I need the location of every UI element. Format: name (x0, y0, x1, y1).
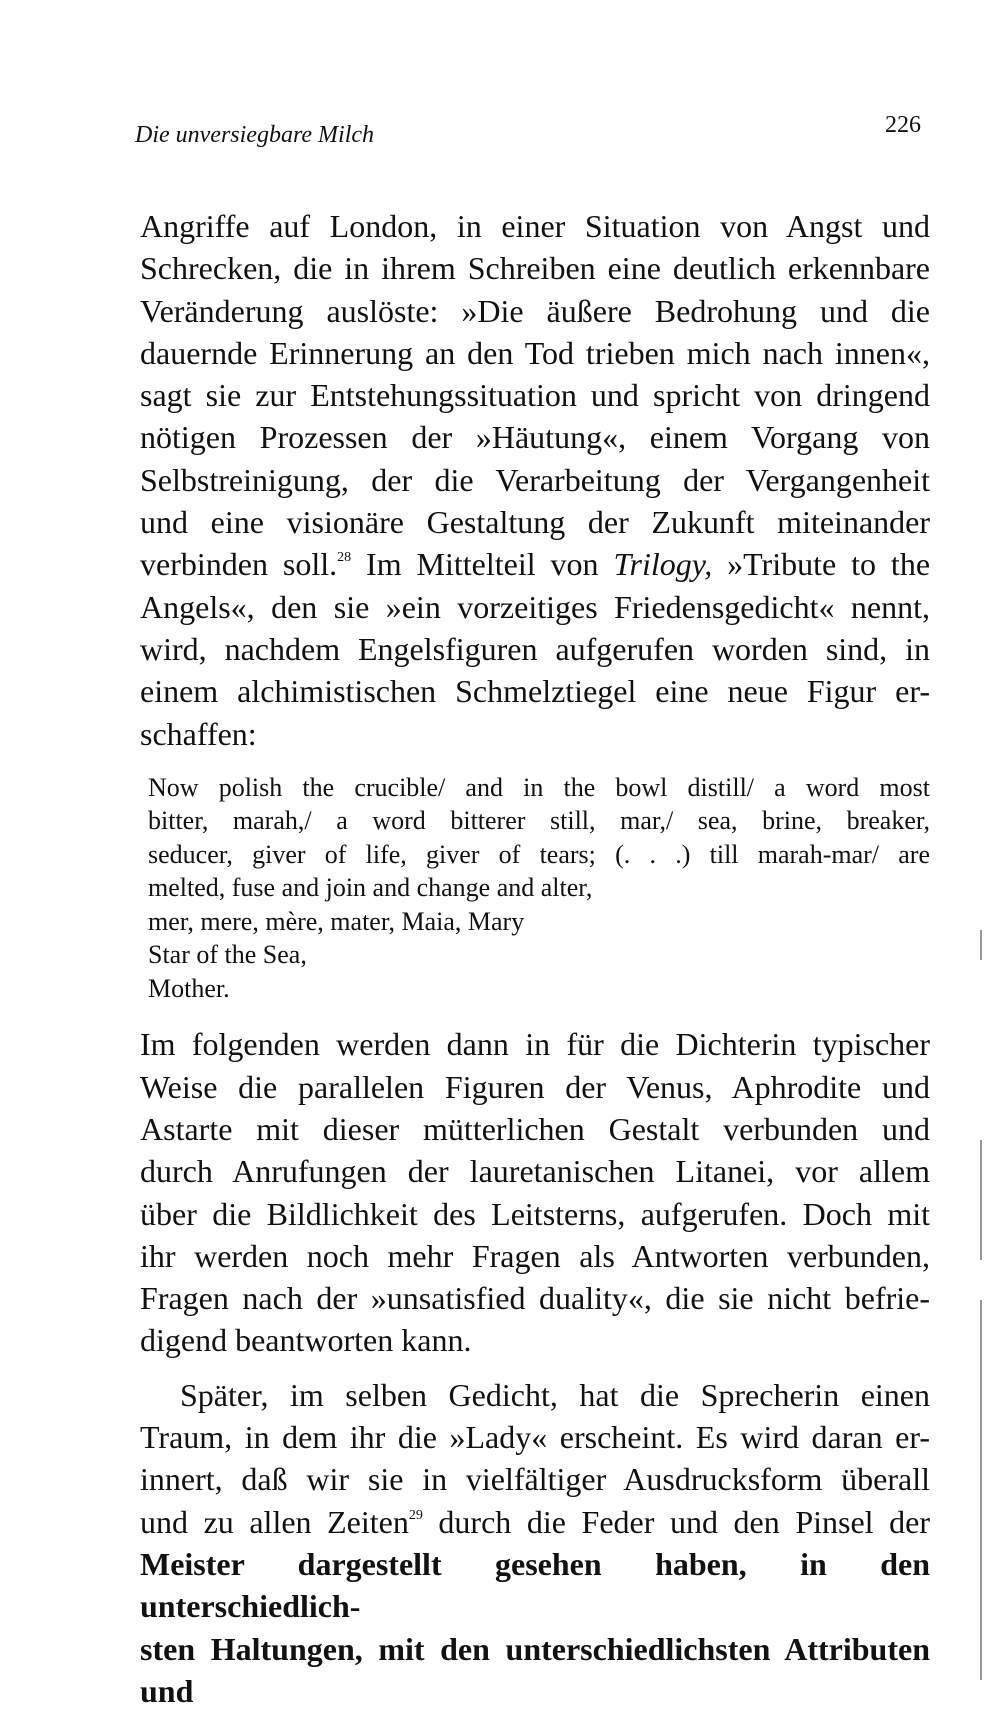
text-line: Angriffe auf London, in einer Situation von Angst und (140, 208, 930, 244)
text-line-with-footnote (140, 543, 930, 585)
quote-line: seducer, giver of life, giver of tears; (. . .) till marah-mar/ are (148, 839, 930, 869)
text-line: digend beantworten kann. (140, 1322, 472, 1359)
text-segment: und zu allen Zeiten (140, 1503, 409, 1540)
text-line: ihr werden noch mehr Fragen als Antworten verbunden, (140, 1237, 930, 1274)
quote-line: mer, mere, mère, mater, Maia, Mary (148, 906, 525, 936)
text-line: Später, im selben Gedicht, hat die Sprecherin einen (180, 1376, 930, 1413)
running-title: Die unversiegbare Milch (135, 122, 375, 148)
page-number: 226 (885, 112, 921, 138)
scan-edge-mark (980, 930, 982, 960)
text-line: wird, nachdem Engelsfiguren aufgerufen worden sind, in (140, 630, 930, 667)
text-line: innert, daß wir sie in vielfältiger Ausdrucksform überall (140, 1461, 930, 1498)
text-line: durch Anrufungen der lauretanischen Litanei, vor allem (140, 1153, 930, 1190)
text-line: über die Bildlichkeit des Leitsterns, aufgerufen. Doch mit (140, 1195, 930, 1232)
text-segment: »Tribute to the (712, 546, 931, 583)
poem-quotation (148, 771, 930, 1006)
text-line: sten Haltungen, mit den unterschiedlichsten Attributen und (140, 1630, 930, 1709)
text-line: Fragen nach der »unsatisfied duality«, die sie nicht befrie- (140, 1280, 930, 1317)
page-body (140, 205, 930, 1712)
text-line-with-footnote (140, 1501, 930, 1543)
text-line: Veränderung auslöste: »Die äußere Bedrohung und die (140, 292, 930, 329)
text-line: und eine visionäre Gestaltung der Zukunft miteinander (140, 504, 930, 541)
text-segment: durch die Feder und den Pinsel der (422, 1503, 931, 1540)
paragraph-3 (140, 1374, 930, 1712)
quote-line: Now polish the crucible/ and in the bowl distill/ a word most (148, 772, 930, 802)
text-segment: verbinden soll. (140, 546, 338, 583)
text-line: Meister dargestellt gesehen haben, in den unterschiedlich- (140, 1545, 930, 1625)
quote-line: Mother. (148, 973, 230, 1003)
text-line: schaffen: (140, 715, 257, 752)
text-line: Im folgenden werden dann in für die Dichterin typischer (140, 1026, 930, 1063)
quote-line: Star of the Sea, (148, 940, 307, 970)
text-segment: Im Mittelteil von (351, 546, 614, 583)
quote-line: melted, fuse and join and change and alter, (148, 873, 593, 903)
text-line: sagt sie zur Entstehungssituation und spricht von dringend (140, 377, 930, 414)
text-line: nötigen Prozessen der »Häutung«, einem Vorgang von (140, 419, 930, 456)
text-line: einem alchimistischen Schmelztiegel eine neue Figur er- (140, 673, 930, 710)
paragraph-2 (140, 1023, 930, 1361)
footnote-marker-28[interactable]: 28 (337, 550, 352, 566)
text-line: Schrecken, die in ihrem Schreiben eine deutlich erkennbare (140, 250, 930, 287)
text-line: Selbstreinigung, der die Verarbeitung der Vergangenheit (140, 461, 930, 498)
work-title-italic: Trilogy, (613, 546, 713, 583)
text-line: Angels«, den sie »ein vorzeitiges Friedensgedicht« nennt, (140, 588, 930, 625)
text-line: dauernde Erinnerung an den Tod trieben mich nach innen«, (140, 334, 930, 371)
quote-line: bitter, marah,/ a word bitterer still, mar,/ sea, brine, breaker, (148, 806, 930, 836)
scan-edge-mark (980, 1140, 982, 1260)
text-line: Traum, in dem ihr die »Lady« erscheint. Es wird daran er- (140, 1419, 930, 1456)
text-line: Astarte mit dieser mütterlichen Gestalt verbunden und (140, 1110, 930, 1147)
footnote-marker-29[interactable]: 29 (408, 1507, 423, 1523)
text-line: Weise die parallelen Figuren der Venus, Aphrodite und (140, 1068, 930, 1105)
paragraph-1 (140, 205, 930, 755)
scan-edge-mark (980, 1300, 982, 1680)
